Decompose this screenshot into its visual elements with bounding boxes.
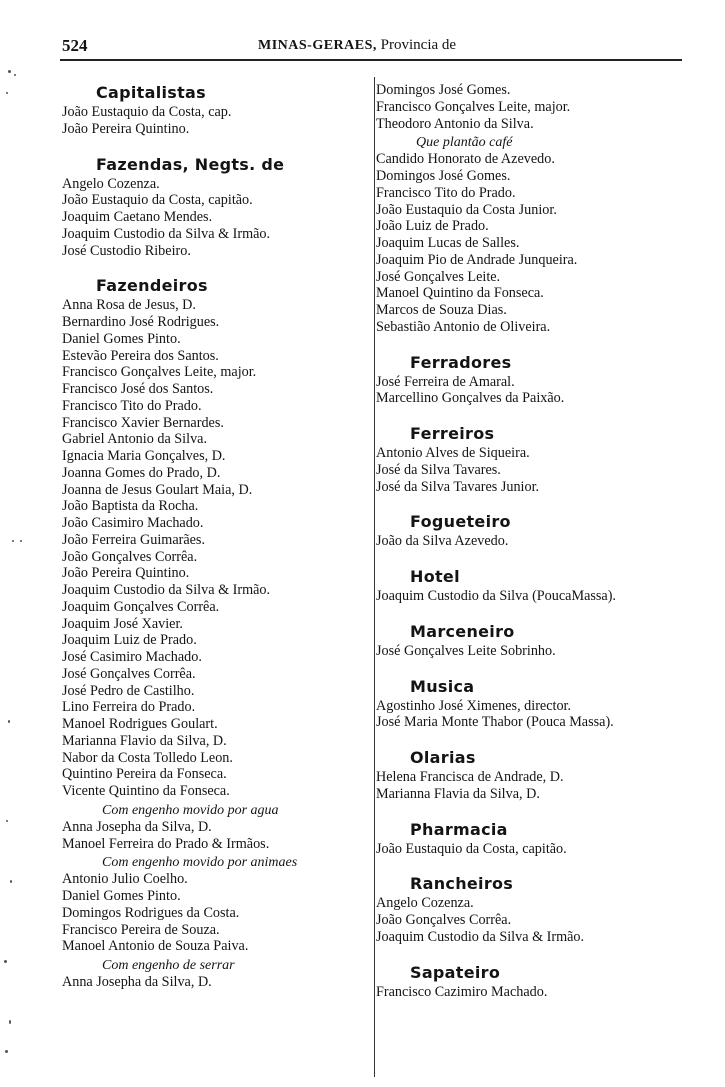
- list-item: Joaquim Custodio da Silva & Irmão.: [376, 928, 585, 945]
- list-item: José da Silva Tavares.: [376, 461, 501, 478]
- list-item: Anna Josepha da Silva, D.: [62, 818, 212, 835]
- directory-section: [376, 857, 706, 945]
- directory-section: [376, 82, 706, 336]
- section-heading: Pharmacia: [410, 819, 508, 839]
- list-item: João Eustaquio da Costa, capitão.: [62, 192, 253, 209]
- list-item: Manoel Quintino da Fonseca.: [376, 285, 544, 302]
- list-item: Marianna Flavio da Silva, D.: [62, 732, 227, 749]
- directory-section: [62, 82, 372, 138]
- page-header: [60, 36, 680, 58]
- list-item: Domingos José Gomes.: [376, 168, 511, 184]
- list-item: José Gonçalves Corrêa.: [62, 665, 196, 682]
- running-title: [258, 37, 456, 54]
- list-item: José da Silva Tavares Junior.: [376, 478, 540, 495]
- list-item: José Gonçalves Leite Sobrinho.: [376, 642, 556, 659]
- list-item: João Gonçalves Corrêa.: [376, 912, 512, 928]
- list-item: Helena Francisca de Andrade, D.: [376, 769, 564, 785]
- list-item: Francisco Gonçalves Leite, major.: [62, 364, 257, 381]
- directory-section: [376, 731, 706, 803]
- list-item: João da Silva Azevedo.: [376, 533, 509, 550]
- list-item: Joanna Gomes do Prado, D.: [62, 464, 221, 481]
- list-item: Marcellino Gonçalves da Paixão.: [376, 390, 565, 407]
- list-item: Francisco Xavier Bernardes.: [62, 414, 224, 431]
- list-item: Antonio Julio Coelho.: [62, 871, 188, 888]
- list-item: Joanna de Jesus Goulart Maia, D.: [62, 481, 253, 498]
- list-item: João Casimiro Machado.: [62, 515, 204, 531]
- section-heading: Fazendeiros: [96, 276, 208, 296]
- section-heading: Ferreiros: [410, 424, 495, 443]
- directory-section: [376, 605, 706, 660]
- list-item: Francisco Gonçalves Leite, major.: [376, 98, 571, 115]
- list-item: Angelo Cozenza.: [62, 175, 160, 192]
- list-item: João Baptista da Rocha.: [62, 498, 199, 515]
- section-heading: Fazendas, Negts. de: [96, 154, 285, 174]
- list-item: José Custodio Ribeiro.: [62, 242, 191, 259]
- list-item: Estevão Pereira dos Santos.: [62, 347, 219, 364]
- directory-section: [62, 138, 372, 260]
- list-item: José Casimiro Machado.: [62, 649, 202, 665]
- list-item: Anna Josepha da Silva, D.: [62, 974, 212, 990]
- list-item: João Luiz de Prado.: [376, 218, 489, 235]
- list-item: Joaquim José Xavier.: [62, 615, 183, 632]
- directory-section: [376, 336, 706, 408]
- list-item: Domingos Rodrigues da Costa.: [62, 904, 240, 921]
- list-item: Joaquim Luiz de Prado.: [62, 632, 197, 649]
- section-heading: Sapateiro: [410, 962, 501, 982]
- section-heading: Capitalistas: [96, 83, 206, 102]
- section-heading: Rancheiros: [410, 874, 514, 894]
- directory-section: [376, 495, 706, 550]
- list-item: Theodoro Antonio da Silva.: [376, 115, 534, 132]
- section-subheading: Com engenho movido por agua: [102, 802, 279, 818]
- list-item: Marianna Flavia da Silva, D.: [376, 785, 540, 802]
- section-heading: Fogueteiro: [410, 512, 511, 532]
- directory-section: [376, 550, 706, 605]
- list-item: Ignacia Maria Gonçalves, D.: [62, 448, 226, 464]
- directory-section: [62, 259, 372, 991]
- list-item: João Eustaquio da Costa, cap.: [62, 104, 232, 120]
- section-subheading: Que plantão café: [416, 135, 513, 151]
- list-item: João Pereira Quintino.: [62, 120, 190, 137]
- list-item: Joaquim Custodio da Silva & Irmão.: [62, 582, 271, 598]
- page-number: 524: [62, 36, 88, 55]
- list-item: Gabriel Antonio da Silva.: [62, 431, 208, 448]
- section-heading: Musica: [410, 676, 475, 696]
- list-item: Lino Ferreira do Prado.: [62, 699, 196, 716]
- list-item: Domingos José Gomes.: [376, 82, 511, 98]
- list-item: Manoel Antonio de Souza Paiva.: [62, 938, 249, 955]
- list-item: Candido Honorato de Azevedo.: [376, 151, 555, 168]
- column-divider: [374, 77, 375, 1077]
- list-item: José Pedro de Castilho.: [62, 682, 195, 699]
- list-item: Vicente Quintino da Fonseca.: [62, 783, 230, 799]
- list-item: Manoel Rodrigues Goulart.: [62, 716, 218, 732]
- directory-section: [376, 803, 706, 858]
- section-heading: Hotel: [410, 567, 460, 586]
- section-heading: Olarias: [410, 748, 476, 767]
- list-item: Bernardino José Rodrigues.: [62, 314, 220, 330]
- directory-section: [376, 407, 706, 495]
- list-item: João Eustaquio da Costa Junior.: [376, 201, 557, 218]
- list-item: Angelo Cozenza.: [376, 895, 474, 912]
- list-item: Quintino Pereira da Fonseca.: [62, 766, 227, 783]
- list-item: Francisco Tito do Prado.: [62, 397, 202, 414]
- list-item: João Eustaquio da Costa, capitão.: [376, 840, 567, 857]
- right-column: [376, 82, 706, 1000]
- list-item: Joaquim Custodio da Silva (PoucaMassa).: [376, 588, 616, 604]
- running-title-main: MINAS-GERAES,: [258, 38, 377, 53]
- list-item: Joaquim Pio de Andrade Junqueira.: [376, 251, 578, 268]
- list-item: Antonio Alves de Siqueira.: [376, 445, 530, 461]
- list-item: José Maria Monte Thabor (Pouca Massa).: [376, 714, 614, 731]
- list-item: Francisco Cazimiro Machado.: [376, 983, 548, 1000]
- left-column: [62, 82, 372, 991]
- section-heading: Marceneiro: [410, 621, 515, 641]
- list-item: José Ferreira de Amaral.: [376, 373, 515, 390]
- list-item: Marcos de Souza Dias.: [376, 302, 507, 318]
- section-subheading: Com engenho de serrar: [102, 958, 235, 973]
- list-item: Agostinho José Ximenes, director.: [376, 697, 572, 714]
- list-item: Anna Rosa de Jesus, D.: [62, 297, 196, 314]
- list-item: Joaquim Custodio da Silva & Irmão.: [62, 225, 271, 242]
- directory-section: [376, 946, 706, 1001]
- list-item: Nabor da Costa Tolledo Leon.: [62, 749, 233, 766]
- list-item: Francisco Tito do Prado.: [376, 184, 516, 201]
- list-item: João Ferreira Guimarães.: [62, 531, 205, 548]
- list-item: Manoel Ferreira do Prado & Irmãos.: [62, 835, 270, 852]
- list-item: Joaquim Gonçalves Corrêa.: [62, 598, 220, 615]
- margin-specks: [0, 0, 50, 1087]
- running-title-sub: Provincia de: [380, 37, 457, 53]
- directory-section: [376, 660, 706, 732]
- list-item: Joaquim Caetano Mendes.: [62, 209, 213, 225]
- list-item: Daniel Gomes Pinto.: [62, 888, 181, 904]
- list-item: João Pereira Quintino.: [62, 565, 190, 582]
- section-heading: Ferradores: [410, 352, 512, 372]
- list-item: Joaquim Lucas de Salles.: [376, 235, 520, 251]
- section-subheading: Com engenho movido por animaes: [102, 855, 298, 871]
- list-item: Daniel Gomes Pinto.: [62, 330, 181, 347]
- list-item: Sebastião Antonio de Oliveira.: [376, 318, 551, 335]
- list-item: Francisco Pereira de Souza.: [62, 921, 220, 938]
- list-item: José Gonçalves Leite.: [376, 268, 501, 285]
- list-item: João Gonçalves Corrêa.: [62, 548, 198, 565]
- header-rule: [60, 59, 682, 61]
- list-item: Francisco José dos Santos.: [62, 381, 214, 397]
